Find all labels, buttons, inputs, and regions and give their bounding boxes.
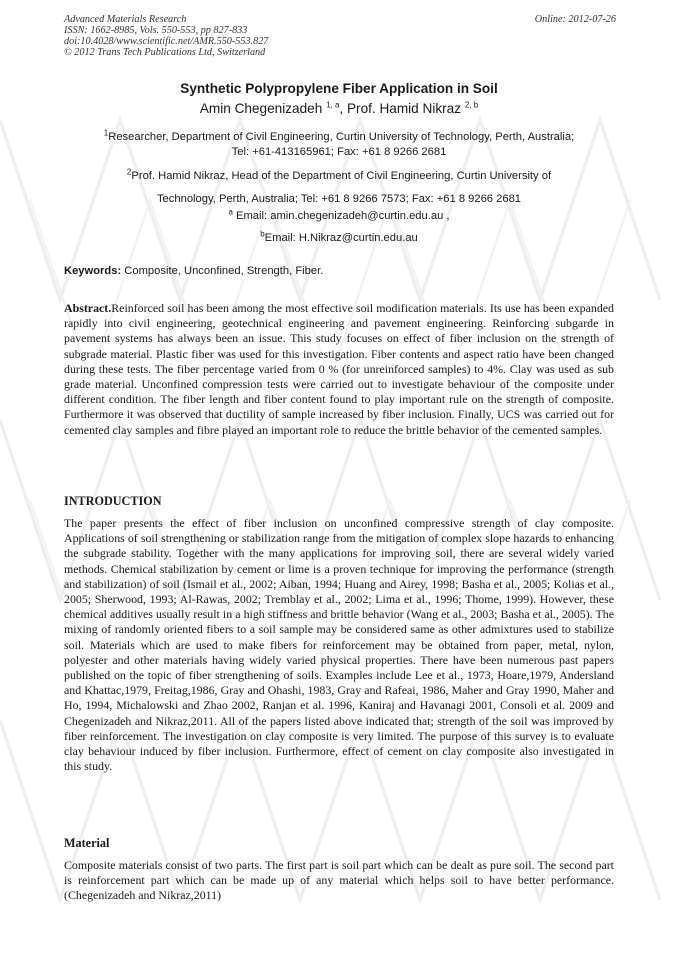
affiliation-2 xyxy=(0,165,678,211)
author-line xyxy=(0,101,678,116)
author-1-name: Amin Chegenizadeh xyxy=(199,101,323,116)
keywords-label: Keywords: xyxy=(64,265,122,277)
author-2-name: Prof. Hamid Nikraz xyxy=(346,101,462,116)
paper-title: Synthetic Polypropylene Fiber Application in Soil xyxy=(180,81,498,96)
aff-2-sup: 2 xyxy=(126,167,132,177)
aff-2-line-2: Technology, Perth, Australia; Tel: +61 8 9266 7573; Fax: +61 8 9266 2681 xyxy=(156,193,522,205)
abstract-text: Reinforced soil has been among the most effective soil modification materials. Its use has been expanded rapidly into civil engineering, geotechnical engineering and pavement engineering. Reinforcing subgarde in pavement systems has always been an issue. This study focuses on effect of fiber inclusion on the strength of subgrade material. Plastic fiber was used for this investigation. Fiber contents and aspect ratio have been changed during these tests. The fiber percentage varied from 0 % (for unreinforced samples) to 4%. Clay was used as sub grade material. Unconfined compression tests were carried out to investigate behaviour of the composite under different condition. The fiber length and fiber content found to play important rule on the strength of composite. Furthermore it was observed that ductility of sample increased by fiber inclusion. Finally, UCS was carried out for cemented clay samples and fibre played an important role to reduce the brittle behavior of the cemented samples. xyxy=(64,301,614,437)
material-text: Composite materials consist of two parts. The first part is soil part which can be dealt as pure soil. The second part is reinforcement part which can be made up of any material which helps soil to have better performance. (Chegenizadeh and Nikraz,2011) xyxy=(64,858,614,903)
introduction-heading: INTRODUCTION xyxy=(64,494,162,508)
journal-issn: ISSN: 1662-8985, Vols. 550-553, pp 827-833 xyxy=(64,25,248,36)
aff-2-line-1: Prof. Hamid Nikraz, Head of the Department of Civil Engineering, Curtin University of xyxy=(131,170,552,182)
abstract xyxy=(64,301,614,438)
email-a-line xyxy=(0,209,678,224)
author-1-sup: 1, a xyxy=(326,100,340,110)
journal-doi: doi:10.4028/www.scientific.net/AMR.550-553.827 xyxy=(64,36,269,47)
affiliation-1 xyxy=(0,130,678,160)
aff-1-line-2: Tel: +61-413165961; Fax: +61 8 9266 2681 xyxy=(231,146,447,158)
abstract-label: Abstract. xyxy=(64,301,112,315)
author-2-sup: 2, b xyxy=(464,100,479,110)
author-separator: , xyxy=(339,101,347,116)
email-b-line xyxy=(0,231,678,246)
email-a-sup: a xyxy=(228,207,233,217)
journal-copyright: © 2012 Trans Tech Publications Ltd, Switzerland xyxy=(64,47,266,58)
journal-header xyxy=(64,14,616,58)
online-date: Online: 2012-07-26 xyxy=(534,14,616,25)
journal-name: Advanced Materials Research xyxy=(64,14,187,25)
email-a[interactable]: Email: amin.chegenizadeh@curtin.edu.au , xyxy=(232,210,450,222)
keywords-text: Composite, Unconfined, Strength, Fiber. xyxy=(121,265,324,277)
email-b-sup: b xyxy=(260,229,265,239)
email-b[interactable]: Email: H.Nikraz@curtin.edu.au xyxy=(264,232,418,244)
introduction-text: The paper presents the effect of fiber inclusion on unconfined compressive strength of clay composite. Applications of soil strengthening or stabilization range from the mitigation of complex slope hazards to enhancing the subgrade stability. Together with the many applications for improving soil, there are several widely varied methods. Chemical stabilization by cement or lime is a proven technique for improving the performance (strength and stabilization) of soil (Ismail et al., 2002; Aiban, 1994; Huang and Airey, 1998; Basha et al., 2005; Kolias et al., 2005; Sherwood, 1993; Al-Rawas, 2002; Tremblay et al., 2002; Lima et al., 1996; Thome, 1999). However, these chemical additives usually result in a high stiffness and brittle behavior (Wang et al., 2003; Basha et al., 2005). The mixing of randomly oriented fibers to a soil sample may be considered same as other admixtures used to stabilize soil. Materials which are used to make fibers for reinforcement may be obtained from paper, metal, nylon, polyester and other materials having widely varied physical properties. There have been numerous past papers published on the topic of fiber strengthening of soils. Examples include Lee et al., 1973, Hoare,1979, Andersland and Khattac,1979, Freitag,1986, Gray and Ohashi, 1983, Gray and Rafeai, 1986, Maher and Gray 1990, Maher and Ho, 1994, Michalowski and Zhao 2002, Ranjan et al. 1996, Kaniraj and Havanagi 2001, Consoli et al. 2009 and Chegenizadeh and Nikraz,2011. All of the papers listed above indicated that; strength of the soil was improved by fiber reinforcement. The investigation on clay composite is very limited. The purpose of this survey is to evaluate clay behaviour induced by fiber inclusion. Furthermore, effect of cement on clay composite also investigated in this study. xyxy=(64,516,614,774)
material-heading: Material xyxy=(64,836,110,850)
aff-1-line-1: Researcher, Department of Civil Engineering, Curtin University of Technology, Perth, Australia; xyxy=(108,131,575,143)
aff-1-sup: 1 xyxy=(103,128,109,138)
keywords xyxy=(64,265,323,277)
